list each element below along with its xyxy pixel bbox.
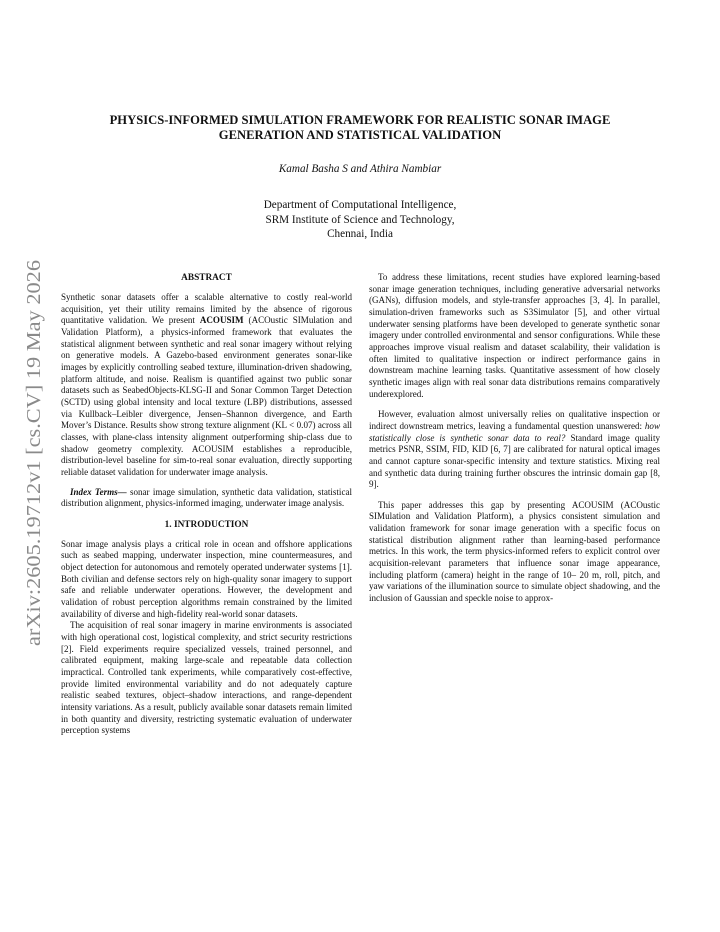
right-column [369, 272, 660, 605]
abstract-heading: ABSTRACT [181, 273, 232, 283]
arxiv-identifier-text: arXiv:2605.19712v1 [cs.CV] 19 May 2026 [23, 291, 45, 646]
affiliation-line-1: Department of Computational Intelligence, [263, 199, 457, 211]
abstract-text [61, 292, 352, 479]
left-column [61, 272, 352, 737]
arxiv-identifier [14, 258, 48, 646]
abstract-part-2: (ACOustic SIMulation and Validation Platform), a physics-informed framework that evaluates the statistical alignment between synthetic and real sonar imagery without relying on generative models. A Gazebo-based environment generates sonar-like images by explicitly controlling seabed texture, illumination-driven shadowing, platform altitude, and noise. Realism is quantified against two public sonar datasets such as SeabedObjects-KLSG-II and Sonar Common Target Detection (SCTD) using global intensity and local texture (LBP) distributions, assessed via Kullback–Leibler divergence, Jensen–Shannon divergence, and Earth Mover’s Distance. Results show strong texture alignment (KL < 0.07) across all classes, with plane-class intensity alignment outperforming ship-class due to shadow geometry complexity. ACOUSIM establishes a reproducible, distribution-level baseline for sim-to-real sonar evaluation, directly supporting reliable dataset validation for underwater image analysis. [61, 315, 352, 477]
intro-paragraph-1: Sonar image analysis plays a critical role in ocean and offshore applications such as seabed mapping, underwater inspection, mine countermeasures, and object detection for autonomous and remotely operated underwater systems [1]. Both civilian and defense sectors rely on high-quality sonar imagery to support safe and reliable underwater operations. However, the development and validation of robust perception algorithms remain constrained by the limited availability of diverse and high-fidelity real-world sonar datasets. [61, 538, 352, 619]
title-line-1: PHYSICS-INFORMED SIMULATION FRAMEWORK FOR REALISTIC SONAR IMAGE [109, 113, 611, 127]
introduction-heading: 1. INTRODUCTION [164, 519, 249, 530]
paper-title [62, 113, 658, 143]
intro-paragraph-2: The acquisition of real sonar imagery in marine environments is associated with high operational cost, logistical complexity, and strict security restrictions [2]. Field experiments require specialized vessels, trained personnel, and calibrated equipment, making large-scale and repeatable data collection impractical. Controlled tank experiments, while comparatively cost-effective, provide limited environmental variability and do not adequately capture realistic seabed textures, object–shadow interactions, and range-dependent intensity variations. As a result, publicly available sonar datasets remain limited in both quantity and diversity, restricting systematic evaluation of underwater perception systems [61, 620, 352, 736]
intro-paragraph-5: This paper addresses this gap by presenting ACOUSIM (ACOustic SIMulation and Validation Platform), a physics consistent simulation and validation framework for sonar image generation with a specific focus on statistical distribution alignment rather than learning-based performance metrics. In this work, the term physics-informed refers to explicit control over acquisition-relevant parameters that influence sonar image appearance, including platform (camera) height in the range of 10– 20 m, roll, pitch, and yaw variations of the illumination source to simulate object shadowing, and the inclusion of Gaussian and speckle noise to approx- [369, 499, 660, 604]
affiliation-line-3: Chennai, India [327, 228, 393, 240]
index-terms-label: Index Terms— [70, 486, 127, 497]
intro-paragraph-3: To address these limitations, recent studies have explored learning-based sonar image generation techniques, including generative adversarial networks (GANs), diffusion models, and style-transfer approaches [3, 4]. In parallel, simulation-driven frameworks such as S3Simulator [5], and other virtual underwater sensing platforms have been developed to generate synthetic sonar imagery under controlled environmental and sensor configurations. While these approaches improve visual realism and dataset scalability, their validation is often limited to qualitative inspection or indirect performance gains in downstream machine learning tasks. Quantitative assessment of how closely synthetic images align with real sonar data distributions remains comparatively underexplored. [369, 272, 660, 399]
affiliation [62, 198, 658, 242]
affiliation-line-2: SRM Institute of Science and Technology, [265, 213, 455, 226]
research-question: how statistically close is synthetic sonar data to real? [369, 420, 660, 443]
abstract-part-1: Synthetic sonar datasets offer a scalable alternative to costly real-world acquisition, yet their utility remains limited by the absence of rigorous quantitative validation. We present [61, 292, 352, 326]
title-line-2: GENERATION AND STATISTICAL VALIDATION [218, 128, 502, 142]
author-list: Kamal Basha S and Athira Nambiar [278, 163, 442, 175]
intro-paragraph-4-b: Standard image quality metrics PSNR, SSIM, FID, KID [6, 7] are calibrated for natural optical images and cannot capture sonar-specific intensity and texture statistics. Mixing real and synthetic data during training further obscures the intrinsic domain gap [8, 9]. [369, 432, 660, 490]
intro-paragraph-4 [369, 409, 660, 491]
index-terms [61, 487, 352, 510]
intro-paragraph-4-a: However, evaluation almost universally relies on qualitative inspection or indirect downstream metrics, leaving a fundamental question unanswered: [369, 409, 660, 431]
abstract-bold-name: ACOUSIM [199, 315, 244, 326]
index-terms-text: sonar image simulation, synthetic data validation, statistical distribution alignment, physics-informed imaging, underwater image analysis. [61, 486, 352, 509]
